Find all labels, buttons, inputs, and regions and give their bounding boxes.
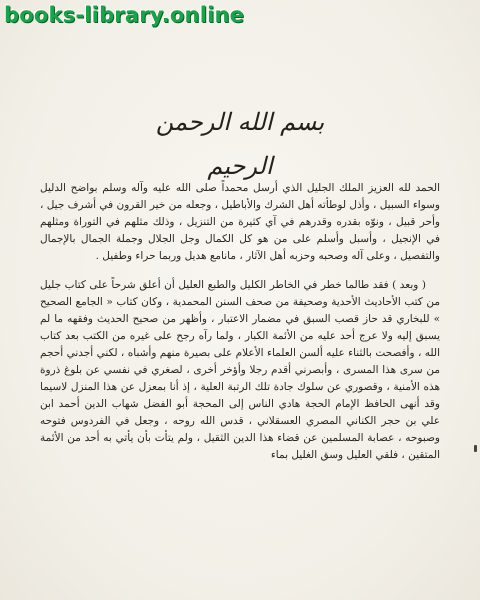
body-text xyxy=(40,180,440,464)
page-edge-mark xyxy=(474,445,477,452)
opening-paragraph: الحمد لله العزيز الملك الجليل الذي أرسل محمداً صلى الله عليه وآله وسلم بواضح الدليل وسواء السبيل ، وأذل لوطأته أهل الشرك والأباطيل ، وجعله من خير القرون في أشرف جيل ، وأحر قبيل ، ونوّه بقدره وقدرهم في آي كثيرة من التنزيل ، وذلك مثلهم في التوراة ومثلهم في الإنجيل ، وأسبل وأسلم على من هو كل الكمال وجل الجلال وجملة الجمال بالإجمال والتفصيل ، وعلى آله وصحبه وحزبه أهل الآثار ، مانامع هديل وربما حراء وطفيل . xyxy=(39,182,440,262)
basmala-heading: بسم الله الرحمن الرحيم xyxy=(155,108,325,180)
watermark[interactable]: books-library.online xyxy=(4,3,245,27)
main-paragraph: ( وبعد ) فقد طالما خطر في الخاطر الكليل والطبع العليل أن أعلق شرحاً على كتاب جليل من كتب الأحاديث الأحدية وصحيفة من صحف السنن المحمدية ، وكان كتاب « الجامع الصحيح » للبخاري قد حاز قصب السبق في مضمار الاعتبار ، وأظهر من صحيح الحديث وفقهه ما لم يسبق إليه ولا عرج أحد عليه من الأئمة الكبار ، ولما رآه رجح على غيره من الكتب بعد كتاب الله ، وأفصحت بالثناء عليه ألسن العلماء الأعلام على بصيرة منهم وأشباه ، لكني أجدني أحجم من سرى هذا المسرى ، وأبصرني أقدم رجلا وأؤخر أخرى ، لصغري في نفسي عن بلوغ ذروة هذه الأمنية ، وقصوري عن سلوك جادة تلك الرتبة العلية ، إذ أنا بمعزل عن هذا المنزل لاسيما وقد أنهى الحافظ الإمام الحجة هادي الناس إلى المحجة أبو الفضل شهاب الدين أحمد ابن علي بن حجر الكناني المصري العسقلاني ، قدس الله روحه ، وجعل في الفردوس فتوحه وصبوحه ، عصابة المسلمين عن قضاء هذا الدين الثقيل ، ولم يتأت بأن يأتي به أحد من الأئمة المتقين ، فلقي العليل وسق الغليل بماء xyxy=(40,279,440,461)
